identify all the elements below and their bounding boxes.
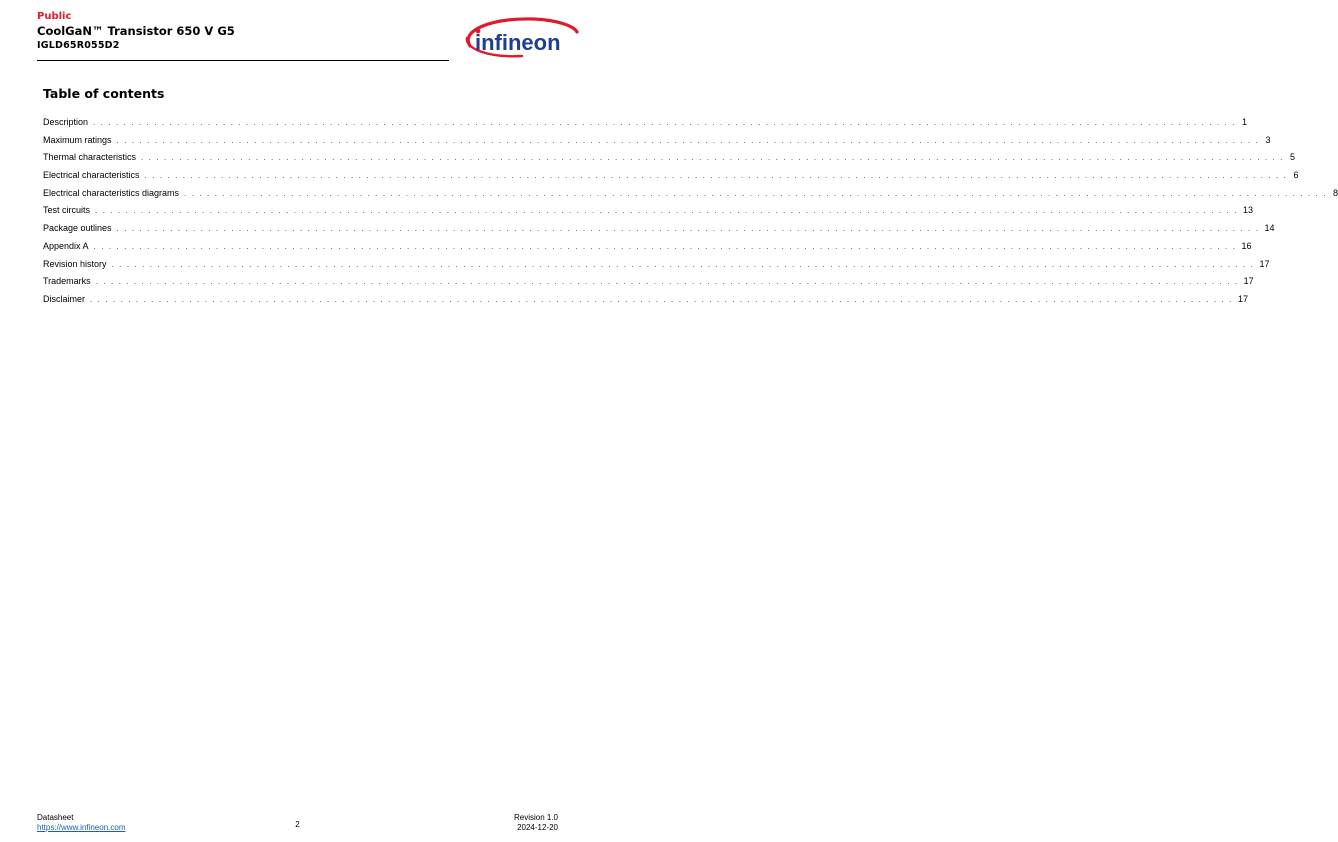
toc-entry[interactable] (43, 276, 1254, 294)
toc-leader-dots: . . . . . . . . . . . . . . . . . . . . . . . . . . . . . . . . . . . . . . . . . . . . . . . . . . . . . . . . . . . . . . . . . . . . . . . . . . . . . . . . . . . . . . . . . . . . . . . . . . . . . . . . . . . . . . . . . . . . . . . . . . . . . . . . . . . . . . . . . . . . . . . . . . . . . . (111, 259, 1255, 269)
toc-entry-title: Electrical characteristics (43, 170, 140, 181)
toc-leader-dots: . . . . . . . . . . . . . . . . . . . . . . . . . . . . . . . . . . . . . . . . . . . . . . . . . . . . . . . . . . . . . . . . . . . . . . . . . . . . . . . . . . . . . . . . . . . . . . . . . . . . . . . . . . . . . . . . . . . . . . . . . . . . . . . . . . . . . . . . . . . . . . . . . . . . . . (144, 171, 1288, 181)
toc-entry[interactable] (43, 152, 1296, 170)
toc-entry-title: Package outlines (43, 223, 112, 234)
toc-entry-title: Revision history (43, 258, 107, 269)
toc-entry[interactable] (43, 205, 1254, 223)
revision-date: 2024-12-20 (517, 823, 558, 832)
toc-list (43, 117, 1338, 312)
toc-entry-page: 8 (1333, 187, 1338, 198)
toc-entry[interactable] (43, 187, 1338, 206)
toc-entry[interactable] (43, 240, 1252, 259)
toc-entry-page: 16 (1241, 240, 1252, 251)
toc-leader-dots: . . . . . . . . . . . . . . . . . . . . . . . . . . . . . . . . . . . . . . . . . . . . . . . . . . . . . . . . . . . . . . . . . . . . . . . . . . . . . . . . . . . . . . . . . . . . . . . . . . . . . . . . . . . . . . . . . . . . . . . . . . . . . . . . . . . . . . . . . . . . . . . . . . . . . . (95, 206, 1238, 216)
toc-entry-title: Maximum ratings (43, 134, 112, 145)
toc-entry-page: 17 (1243, 276, 1254, 287)
website-link[interactable]: https://www.infineon.com (37, 823, 126, 832)
toc-entry[interactable] (43, 134, 1271, 153)
toc-entry-page: 14 (1264, 223, 1275, 234)
product-title: CoolGaN™ Transistor 650 V G5 (37, 24, 235, 38)
toc-entry-title: Description (43, 117, 89, 127)
toc-entry-title: Thermal characteristics (43, 152, 137, 163)
toc-entry[interactable] (43, 170, 1299, 188)
toc-leader-dots: . . . . . . . . . . . . . . . . . . . . . . . . . . . . . . . . . . . . . . . . . . . . . . . . . . . . . . . . . . . . . . . . . . . . . . . . . . . . . . . . . . . . . . . . . . . . . . . . . . . . . . . . . . . . . . . . . . . . . . . . . . . . . . . . . . . . . . . . . . . . . . . . . . . . . . (184, 188, 1328, 198)
toc-entry[interactable] (43, 223, 1275, 241)
page-number: 2 (295, 820, 300, 829)
toc-leader-dots: . . . . . . . . . . . . . . . . . . . . . . . . . . . . . . . . . . . . . . . . . . . . . . . . . . . . . . . . . . . . . . . . . . . . . . . . . . . . . . . . . . . . . . . . . . . . . . . . . . . . . . . . . . . . . . . . . . . . . . . . . . . . . . . . . . . . . . . . . . . . . . . . . . . . . . (93, 118, 1237, 127)
toc-entry-page: 3 (1265, 134, 1271, 145)
toc-leader-dots: . . . . . . . . . . . . . . . . . . . . . . . . . . . . . . . . . . . . . . . . . . . . . . . . . . . . . . . . . . . . . . . . . . . . . . . . . . . . . . . . . . . . . . . . . . . . . . . . . . . . . . . . . . . . . . . . . . . . . . . . . . . . . . . . . . . . . . . . . . . . . . . . . . . . . . (116, 135, 1260, 145)
toc-entry-page: 6 (1293, 170, 1299, 181)
classification-label: Public (37, 11, 72, 22)
toc-entry-title: Electrical characteristics diagrams (43, 187, 180, 198)
toc-heading: Table of contents (43, 86, 165, 101)
toc-entry-title: Disclaimer (43, 293, 86, 304)
toc-leader-dots: . . . . . . . . . . . . . . . . . . . . . . . . . . . . . . . . . . . . . . . . . . . . . . . . . . . . . . . . . . . . . . . . . . . . . . . . . . . . . . . . . . . . . . . . . . . . . . . . . . . . . . . . . . . . . . . . . . . . . . . . . . . . . . . . . . . . . . . . . . . . . . . . . . . . . . (141, 153, 1285, 163)
header-divider (37, 60, 449, 61)
toc-entry-title: Appendix A (43, 240, 89, 251)
toc-entry-page: 13 (1243, 205, 1254, 216)
toc-leader-dots: . . . . . . . . . . . . . . . . . . . . . . . . . . . . . . . . . . . . . . . . . . . . . . . . . . . . . . . . . . . . . . . . . . . . . . . . . . . . . . . . . . . . . . . . . . . . . . . . . . . . . . . . . . . . . . . . . . . . . . . . . . . . . . . . . . . . . . . . . . . . . . . . . . . . . . (116, 224, 1260, 234)
infineon-logo (462, 16, 580, 60)
toc-entry-title: Trademarks (43, 276, 91, 287)
toc-leader-dots: . . . . . . . . . . . . . . . . . . . . . . . . . . . . . . . . . . . . . . . . . . . . . . . . . . . . . . . . . . . . . . . . . . . . . . . . . . . . . . . . . . . . . . . . . . . . . . . . . . . . . . . . . . . . . . . . . . . . . . . . . . . . . . . . . . . . . . . . . . . . . . . . . . . . . . (93, 241, 1237, 251)
revision-label: Revision 1.0 (513, 813, 558, 822)
doc-type: Datasheet (37, 813, 74, 822)
document-header (37, 11, 235, 52)
toc-entry-page: 1 (1242, 117, 1248, 127)
toc-entry[interactable] (43, 293, 1249, 312)
toc-entry[interactable] (43, 117, 1248, 135)
toc-entry[interactable] (43, 258, 1270, 277)
product-code: IGLD65R055D2 (37, 40, 120, 51)
toc-entry-page: 17 (1259, 258, 1270, 269)
toc-leader-dots: . . . . . . . . . . . . . . . . . . . . . . . . . . . . . . . . . . . . . . . . . . . . . . . . . . . . . . . . . . . . . . . . . . . . . . . . . . . . . . . . . . . . . . . . . . . . . . . . . . . . . . . . . . . . . . . . . . . . . . . . . . . . . . . . . . . . . . . . . . . . . . . . . . . . . . (90, 294, 1233, 304)
toc-entry-page: 5 (1290, 152, 1296, 163)
footer-right (514, 813, 558, 833)
logo-text: infineon (475, 30, 561, 55)
toc-entry-title: Test circuits (43, 205, 91, 216)
toc-leader-dots: . . . . . . . . . . . . . . . . . . . . . . . . . . . . . . . . . . . . . . . . . . . . . . . . . . . . . . . . . . . . . . . . . . . . . . . . . . . . . . . . . . . . . . . . . . . . . . . . . . . . . . . . . . . . . . . . . . . . . . . . . . . . . . . . . . . . . . . . . . . . . . . . . . . . . . (95, 277, 1239, 287)
toc-entry-page: 17 (1238, 293, 1249, 304)
